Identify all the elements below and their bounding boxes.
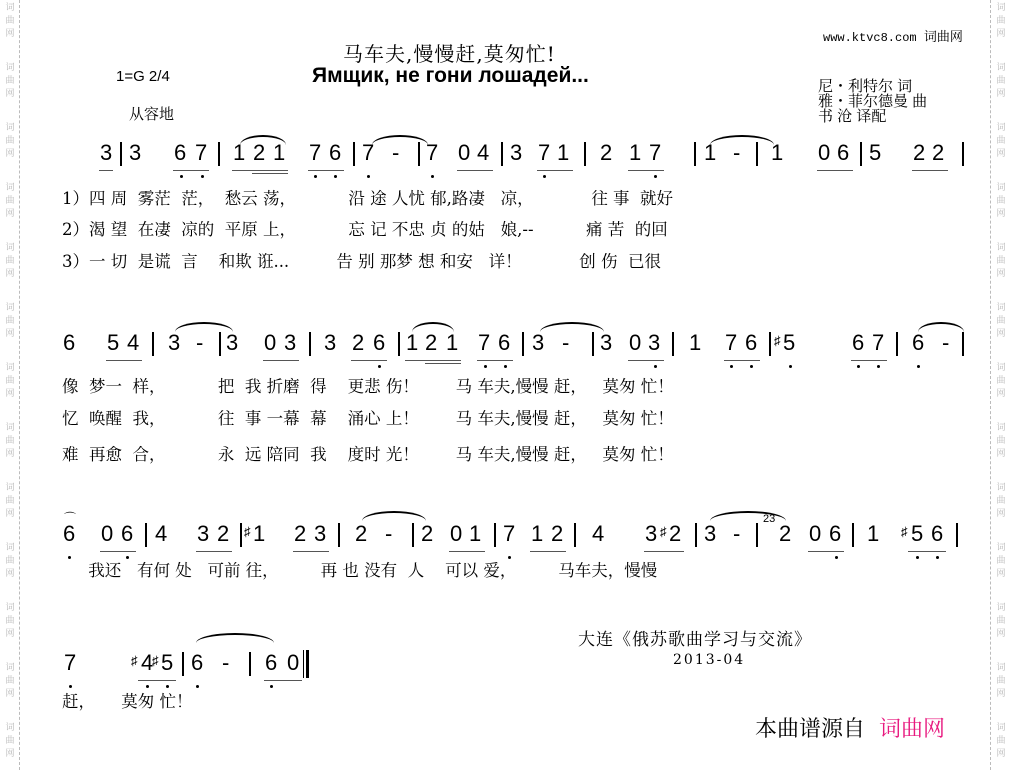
source-date: 2013-04 [673, 652, 746, 668]
lyric-line-1-verse-2: 2）渴 望 在凄 凉的 平原 上， 忘 记 不忠 贞 的姑 娘,-- 痛 苦 的回 [62, 220, 668, 239]
side-watermark-text: 词 曲 网 [996, 303, 1006, 339]
notation-row-4: 7 ♯ 4 ♯ 5 6 - 6 0 [0, 648, 600, 688]
side-watermark-text: 词 曲 网 [996, 603, 1006, 639]
side-watermark-text: 词 曲 网 [996, 723, 1006, 759]
side-watermark-text: 词 曲 网 [5, 3, 15, 39]
side-watermark-text: 词 曲 网 [5, 483, 15, 519]
notation-row-1: 3 3 6 7 1 2 1 7 6 7 - 7 0 4 3 7 1 2 1 7 1 - 1 0 6 5 2 2 [0, 138, 1010, 178]
credit-lyricist: 尼・利特尔 词 [818, 78, 913, 95]
side-watermark-text: 词 曲 网 [5, 663, 15, 699]
side-watermark-text: 词 曲 网 [5, 723, 15, 759]
side-watermark-text: 词 曲 网 [5, 603, 15, 639]
site-watermark [823, 26, 963, 45]
side-watermark-text: 词 曲 网 [996, 483, 1006, 519]
side-watermark-text: 词 曲 网 [5, 63, 15, 99]
lyric-line-2-verse-1: 像 梦一 样， 把 我 折磨 得 更悲 伤！ 马 车夫,慢慢 赶， 莫匆 忙！ [62, 377, 674, 396]
notation-row-2: 6 5 4 3 - 3 0 3 3 2 6 1 2 1 7 6 3 - 3 0 3 1 7 6 ♯ 5 6 7 6 - [0, 328, 1010, 368]
credit-translator: 书 沧 译配 [818, 108, 887, 125]
lyric-line-2-verse-2: 忆 唤醒 我， 往 事 一幕 幕 涌心 上！ 马 车夫,慢慢 赶， 莫匆 忙！ [62, 409, 674, 428]
site-name: 词曲网 [923, 30, 963, 45]
side-watermark-text: 词 曲 网 [5, 303, 15, 339]
song-title-russian: Ямщик, не гони лошадей... [312, 64, 589, 87]
side-watermark-text: 词 曲 网 [996, 423, 1006, 459]
source-group: 大连《俄苏歌曲学习与交流》 [578, 630, 812, 650]
song-title-chinese: 马车夫,慢慢赶,莫匆忙! [343, 42, 556, 66]
key-time-signature: 1=G 2/4 [116, 68, 170, 85]
source-credit [755, 712, 945, 743]
right-watermark-strip [990, 0, 1010, 770]
lyric-line-2-verse-3: 难 再愈 合， 永 远 陪同 我 度时 光！ 马 车夫,慢慢 赶， 莫匆 忙！ [62, 445, 674, 464]
side-watermark-text: 词 曲 网 [5, 543, 15, 579]
lyric-line-1-verse-3: 3）一 切 是谎 言 和欺 诳... 告 别 那梦 想 和安 详！ 创 伤 已很 [62, 252, 662, 271]
source-site-link[interactable]: 词曲网 [879, 716, 946, 741]
lyric-line-3: 我还 有何 处 可前 往， 再 也 没有 人 可以 爱， 马车夫，慢慢 [62, 561, 658, 580]
side-watermark-text: 词 曲 网 [5, 243, 15, 279]
side-watermark-text: 词 曲 网 [5, 183, 15, 219]
site-url: www.ktvc8.com [823, 31, 917, 45]
credit-composer: 雅・菲尔德曼 曲 [818, 93, 928, 110]
side-watermark-text: 词 曲 网 [996, 243, 1006, 279]
side-watermark-text: 词 曲 网 [996, 363, 1006, 399]
side-watermark-text: 词 曲 网 [996, 183, 1006, 219]
lyric-line-1-verse-1: 1）四 周 雾茫 茫， 愁云 荡， 沿 途 人忧 郁,路凄 凉， 往 事 就好 [62, 189, 674, 208]
notation-row-3: ⌒ 6 0 6 4 3 2 ♯ 1 2 3 2 - 2 0 1 7 1 2 4 3 ♯ 2 3 - 23 2 0 6 1 ♯ 5 6 [0, 519, 1010, 559]
tempo-marking: 从容地 [129, 106, 175, 123]
lyric-line-4: 赶， 莫匆 忙！ [62, 692, 193, 711]
side-watermark-text: 词 曲 网 [996, 123, 1006, 159]
side-watermark-text: 词 曲 网 [5, 123, 15, 159]
side-watermark-text: 词 曲 网 [996, 3, 1006, 39]
side-watermark-text: 词 曲 网 [996, 663, 1006, 699]
side-watermark-text: 词 曲 网 [5, 363, 15, 399]
side-watermark-text: 词 曲 网 [5, 423, 15, 459]
side-watermark-text: 词 曲 网 [996, 543, 1006, 579]
side-watermark-text: 词 曲 网 [996, 63, 1006, 99]
source-label: 本曲谱源自 [755, 716, 866, 741]
